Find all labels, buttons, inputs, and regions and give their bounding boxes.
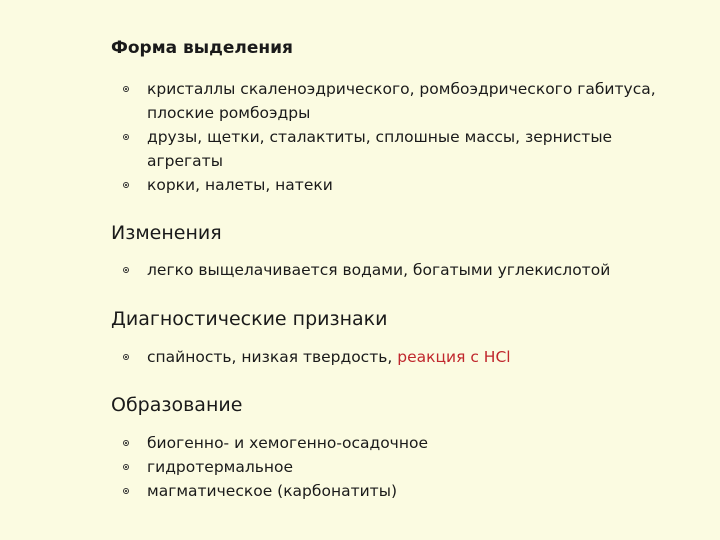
list-item — [121, 431, 681, 455]
bullet-icon — [123, 488, 129, 494]
highlight-text: реакция с HCl — [397, 348, 511, 366]
list-item-text: спайность, низкая твердость, — [147, 348, 398, 366]
list-item — [121, 455, 681, 479]
section-heading-changes: Изменения — [111, 222, 222, 244]
list-item — [121, 125, 681, 173]
section-list-formation — [121, 431, 681, 503]
list-item-text: магматическое (карбонатиты) — [147, 482, 397, 500]
section-heading-diagnostics: Диагностические признаки — [111, 308, 388, 330]
section-heading-formation: Образование — [111, 394, 243, 416]
list-item — [121, 345, 681, 369]
bullet-icon — [123, 267, 129, 273]
list-item — [121, 479, 681, 503]
list-item-text: корки, налеты, натеки — [147, 176, 333, 194]
bullet-icon — [123, 134, 129, 140]
list-item-text: гидротермальное — [147, 458, 294, 476]
bullet-icon — [123, 86, 129, 92]
bullet-icon — [123, 354, 129, 360]
list-item-text: легко выщелачивается водами, богатыми углекислотой — [147, 261, 611, 279]
section-list-form — [121, 77, 681, 197]
section-list-changes — [121, 258, 681, 282]
list-item — [121, 258, 681, 282]
bullet-icon — [123, 182, 129, 188]
section-list-diagnostics — [121, 345, 681, 369]
list-item-text: биогенно- и хемогенно-осадочное — [147, 434, 428, 452]
list-item — [121, 77, 681, 125]
bullet-icon — [123, 440, 129, 446]
list-item-text: друзы, щетки, сталактиты, сплошные массы, зернистые агрегаты — [147, 128, 613, 170]
bullet-icon — [123, 464, 129, 470]
list-item — [121, 173, 681, 197]
section-heading-form: Форма выделения — [111, 38, 293, 58]
list-item-text: кристаллы скаленоэдрического, ромбоэдрического габитуса, плоские ромбоэдры — [147, 80, 656, 122]
